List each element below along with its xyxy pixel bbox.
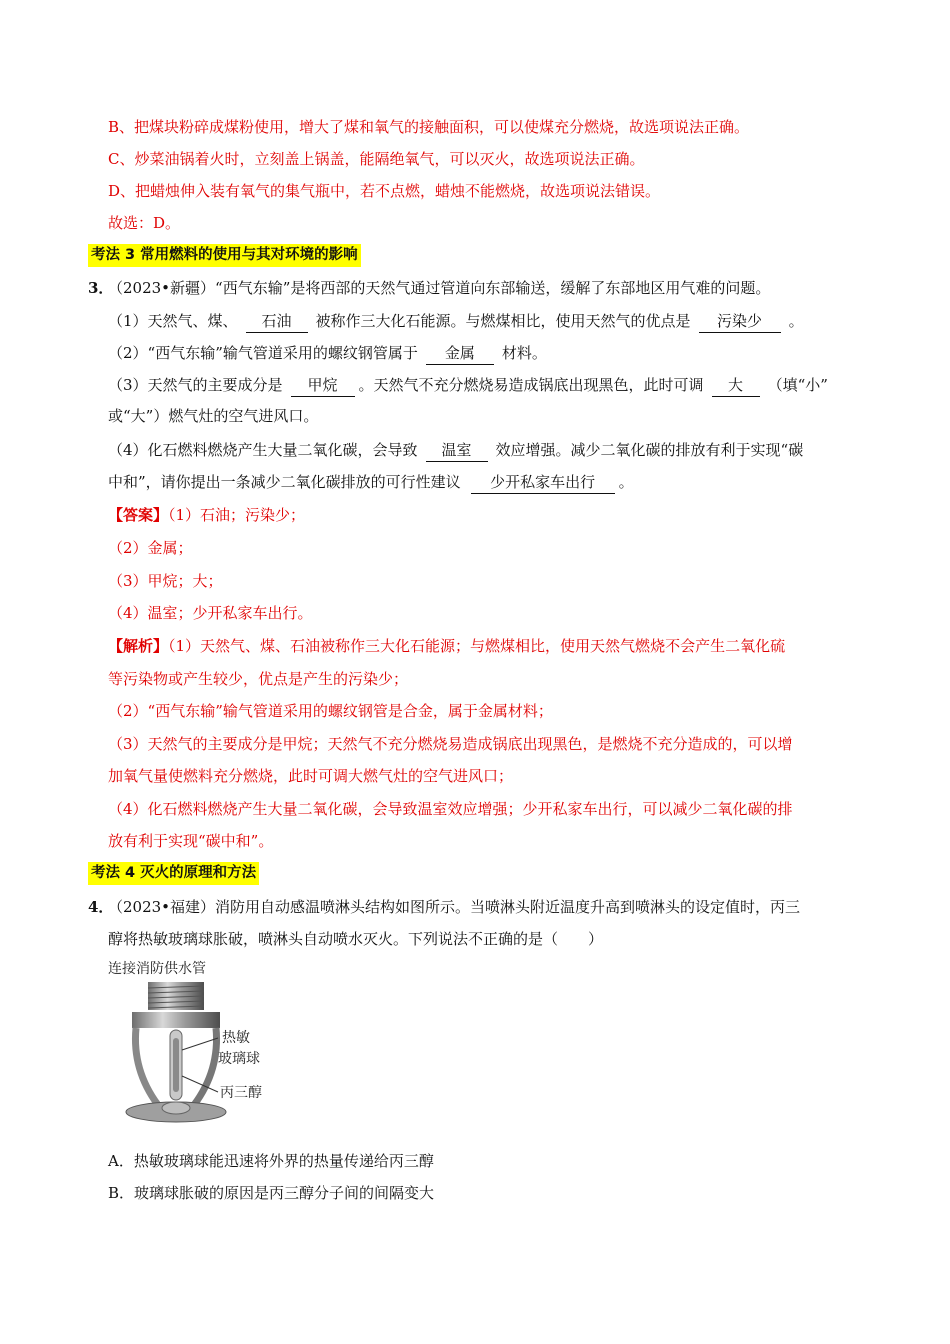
answer-tag: 【答案】 bbox=[108, 506, 169, 524]
q3-analysis-2: （2）“西气东输”输气管道采用的螺纹钢管是合金，属于金属材料； bbox=[108, 702, 553, 720]
q3-answer-2: （2）金属； bbox=[108, 539, 193, 557]
q3-p4-answer-2: 少开私家车出行 bbox=[471, 471, 615, 494]
deflector-center bbox=[162, 1102, 190, 1114]
q3-p2-text-b: 材料。 bbox=[501, 344, 547, 362]
question-3-part-3-cont: 或“大”）燃气灶的空气进风口。 bbox=[108, 407, 319, 425]
q3-p3-answer-2: 大 bbox=[712, 374, 760, 397]
q3-p2-answer: 金属 bbox=[426, 342, 494, 365]
q3-p1-text-a: （1）天然气、煤、 bbox=[108, 312, 238, 330]
q3-p1-text-b: 被称作三大化石能源。与燃煤相比，使用天然气的优点是 bbox=[315, 312, 691, 330]
q3-analysis-4b: 放有利于实现“碳中和”。 bbox=[108, 832, 274, 850]
figure-label-2: 玻璃球 bbox=[218, 1051, 260, 1067]
sprinkler-body bbox=[132, 1012, 220, 1028]
q4-option-a: A．热敏玻璃球能迅速将外界的热量传递给丙三醇 bbox=[108, 1152, 434, 1170]
question-3-part-1 bbox=[108, 310, 804, 333]
q3-p3-answer-1: 甲烷 bbox=[291, 374, 355, 397]
question-3-part-4 bbox=[108, 439, 803, 462]
q3-analysis-1b: 等污染物或产生较少，优点是产生的污染少； bbox=[108, 670, 409, 688]
section-4-heading: 考法 4 灭火的原理和方法 bbox=[88, 862, 259, 885]
prev-solution-c: C、炒菜油锅着火时，立刻盖上锅盖，能隔绝氧气，可以灭火，故选项说法正确。 bbox=[108, 150, 645, 168]
question-3-part-4-cont bbox=[108, 471, 634, 494]
q3-p1-answer-2: 污染少 bbox=[699, 310, 781, 333]
frame-arm-left bbox=[135, 1028, 158, 1105]
question-4-stem-a: （2023•福建）消防用自动感温喷淋头结构如图所示。当喷淋头附近温度升高到喷淋头的设定值时，丙三 bbox=[108, 898, 801, 916]
q3-analysis-line-1 bbox=[108, 635, 785, 657]
question-4-number: 4． bbox=[88, 898, 114, 916]
question-4-stem-b: 醇将热敏玻璃球胀破，喷淋头自动喷水灭火。下列说法不正确的是（ ） bbox=[108, 930, 604, 948]
q3-p3-text-b: 。天然气不充分燃烧易造成锅底出现黑色，此时可调 bbox=[358, 376, 704, 394]
q3-p4-answer-1: 温室 bbox=[426, 439, 488, 462]
figure-top-label: 连接消防供水管 bbox=[108, 961, 206, 977]
section-3-heading: 考法 3 常用燃料的使用与其对环境的影响 bbox=[88, 244, 361, 267]
q3-p4-text-c: 中和”，请你提出一条减少二氧化碳排放的可行性建议 bbox=[108, 473, 461, 491]
q3-analysis-4a: （4）化石燃料燃烧产生大量二氧化碳，会导致温室效应增强；少开私家车出行，可以减少二氧化碳的排 bbox=[108, 800, 793, 818]
q3-p3-text-c: （填“小” bbox=[767, 376, 828, 394]
q3-p4-text-b: 效应增强。减少二氧化碳的排放有利于实现“碳 bbox=[495, 441, 804, 459]
prev-solution-b: B、把煤块粉碎成煤粉使用，增大了煤和氧气的接触面积，可以使煤充分燃烧，故选项说法正确。 bbox=[108, 118, 750, 136]
q3-p4-text-a: （4）化石燃料燃烧产生大量二氧化碳，会导致 bbox=[108, 441, 418, 459]
glycerol-liquid bbox=[173, 1038, 179, 1092]
q3-answer-3: （3）甲烷；大； bbox=[108, 572, 223, 590]
q3-analysis-3a: （3）天然气的主要成分是甲烷；天然气不充分燃烧易造成锅底出现黑色，是燃烧不充分造成的，可以增 bbox=[108, 735, 793, 753]
q3-p4-text-d: 。 bbox=[618, 473, 634, 491]
question-3-stem: （2023•新疆）“西气东输”是将西部的天然气通过管道向东部输送，缓解了东部地区用气难的问题。 bbox=[108, 279, 771, 297]
q3-answer-1: （1）石油；污染少； bbox=[168, 506, 306, 524]
pointer-bulb bbox=[182, 1038, 218, 1050]
q3-p1-text-c: 。 bbox=[788, 312, 804, 330]
q3-answer-4: （4）温室；少开私家车出行。 bbox=[108, 604, 313, 622]
q3-answer-line-1 bbox=[108, 504, 305, 526]
q3-analysis-1a: （1）天然气、煤、石油被称作三大化石能源；与燃煤相比，使用天然气燃烧不会产生二氧化硫 bbox=[168, 637, 786, 655]
prev-solution-d: D、把蜡烛伸入装有氧气的集气瓶中，若不点燃，蜡烛不能燃烧，故选项说法错误。 bbox=[108, 182, 661, 200]
figure-label-1: 热敏 bbox=[222, 1030, 250, 1046]
q3-p3-text-a: （3）天然气的主要成分是 bbox=[108, 376, 283, 394]
analysis-tag: 【解析】 bbox=[108, 637, 169, 655]
prev-solution-choice: 故选：D。 bbox=[108, 214, 181, 232]
q3-p1-answer-1: 石油 bbox=[246, 310, 308, 333]
q3-p2-text-a: （2）“西气东输”输气管道采用的螺纹钢管属于 bbox=[108, 344, 418, 362]
figure-label-3: 丙三醇 bbox=[220, 1085, 262, 1101]
question-3-part-2 bbox=[108, 342, 547, 365]
question-3-number: 3． bbox=[88, 279, 114, 297]
question-3-part-3 bbox=[108, 374, 828, 397]
q4-option-b: B．玻璃球胀破的原因是丙三醇分子间的间隔变大 bbox=[108, 1184, 435, 1202]
q3-analysis-3b: 加氧气量使燃料充分燃烧，此时可调大燃气灶的空气进风口； bbox=[108, 767, 514, 785]
